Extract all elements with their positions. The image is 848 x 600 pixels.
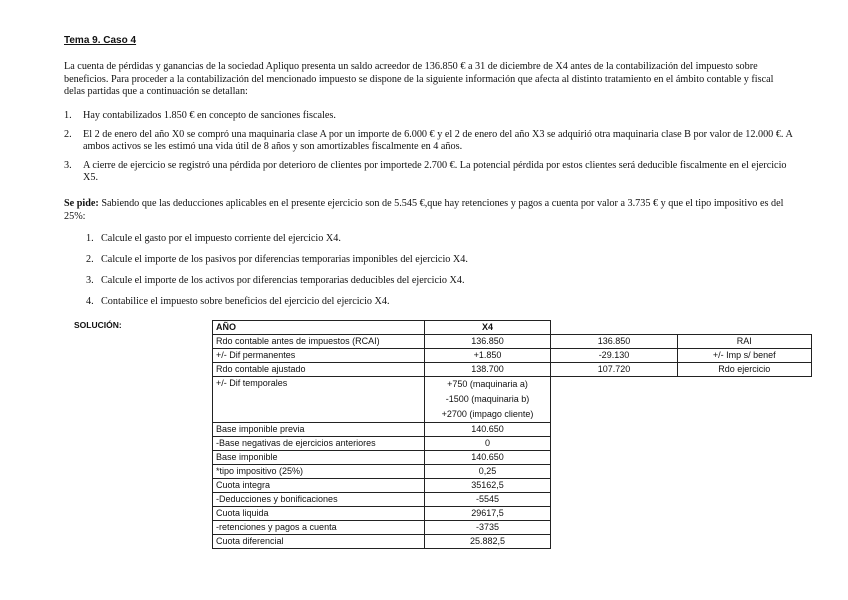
table-cell: Cuota integra [213,479,425,493]
table-cell: 140.650 [424,423,551,437]
se-pide-label: Se pide: [64,198,99,209]
table-row [213,465,812,479]
dif-line: -1500 (maquinaria b) [445,394,530,404]
solution-table [212,320,812,549]
table-cell: Rdo contable ajustado [213,363,425,377]
list-item [64,160,794,185]
list-number: 2. [86,254,94,266]
table-cell: -29.130 [551,349,677,363]
solution-table-wrapper [212,320,812,551]
list-number: 2. [64,128,72,140]
table-header-row [213,321,812,335]
table-row [213,479,812,493]
list-item [86,233,786,246]
solucion-label: SOLUCIÓN: [74,320,122,330]
table-row [213,349,812,363]
list-item [86,254,786,267]
list-text: El 2 de enero del año X0 se compró una maquinaria clase A por un importe de 6.000 € y el 2 de enero del año X3 se adquirió otra maquinaria clase B por valor de 12.000 €. A ambos activos se les estimó una vida útil de 8 años y son amortizables fiscalmente en 4 años. [83,128,793,153]
facts-list [64,110,794,191]
table-cell: +/- Dif permanentes [213,349,425,363]
table-cell: Rdo contable antes de impuestos (RCAI) [213,335,425,349]
list-number: 4. [86,296,94,308]
table-row [213,507,812,521]
list-number: 1. [86,233,94,244]
list-number: 3. [86,275,94,287]
table-cell: -5545 [424,493,551,507]
table-cell: Cuota diferencial [213,535,425,549]
table-cell: +/- Imp s/ benef [677,349,811,363]
table-cell: 140.650 [424,451,551,465]
table-cell: *tipo impositivo (25%) [213,465,425,479]
dif-line: +2700 (impago cliente) [441,409,534,419]
table-cell: -Deducciones y bonificaciones [213,493,425,507]
list-text: Calcule el gasto por el impuesto corriente del ejercicio X4. [101,233,341,244]
list-text: Hay contabilizados 1.850 € en concepto de sanciones fiscales. [83,110,336,121]
list-item [86,275,786,288]
table-cell: Base imponible previa [213,423,425,437]
list-item [86,296,786,309]
table-cell: 107.720 [551,363,677,377]
tasks-list [86,233,786,317]
table-cell: -Base negativas de ejercicios anteriores [213,437,425,451]
table-cell: 0,25 [424,465,551,479]
table-cell: -3735 [424,521,551,535]
table-row [213,377,812,423]
table-row [213,363,812,377]
table-cell: +1.850 [424,349,551,363]
se-pide-text: Sabiendo que las deducciones aplicables en el presente ejercicio son de 5.545 €,que hay retenciones y pagos a cuenta por valor a 3.735 € y que el tipo impositivo es del 25%: [64,198,784,222]
list-text: Contabilice el impuesto sobre beneficios del ejercicio del ejercicio X4. [101,296,390,308]
table-cell: 29617,5 [424,507,551,521]
list-number: 3. [64,159,72,171]
table-cell: -retenciones y pagos a cuenta [213,521,425,535]
list-item [64,129,794,154]
table-cell: Base imponible [213,451,425,465]
table-row [213,451,812,465]
list-number: 1. [64,110,72,121]
table-row [213,335,812,349]
table-cell: Rdo ejercicio [677,363,811,377]
dif-line: +750 (maquinaria a) [447,379,528,389]
table-cell: 136.850 [424,335,551,349]
table-row [213,493,812,507]
intro-paragraph: La cuenta de pérdidas y ganancias de la sociedad Apliquo presenta un saldo acreedor de 136.850 € a 31 de diciembre de X4 antes de la contabilización del impuesto sobre beneficios. Para proceder a la contabilización del mencionado impuesto se dispone de la siguiente información que afecta al distinto tratamiento en el ámbito contable y fiscal delas partidas que a continuación se detallan: [64,61,774,98]
document-title: Tema 9. Caso 4 [64,35,137,46]
table-header-cell: AÑO [213,321,425,335]
table-cell: 0 [424,437,551,451]
table-row [213,437,812,451]
se-pide-paragraph [64,198,794,223]
table-cell: Cuota liquida [213,507,425,521]
table-header-cell: X4 [424,321,551,335]
table-row [213,423,812,437]
list-text: A cierre de ejercicio se registró una pérdida por deterioro de clientes por importede 2.700 €. La potencial pérdida por estos clientes será deducible fiscalmente en el ejercicio X5. [83,159,787,184]
list-item [64,110,794,123]
table-cell [424,377,551,423]
table-cell: RAI [677,335,811,349]
table-cell: +/- Dif temporales [213,377,425,423]
table-cell: 138.700 [424,363,551,377]
table-cell: 25.882,5 [424,535,551,549]
table-row [213,535,812,549]
table-cell: 136.850 [551,335,677,349]
table-cell: 35162,5 [424,479,551,493]
list-text: Calcule el importe de los pasivos por diferencias temporarias imponibles del ejercicio X4. [101,254,468,266]
table-row [213,521,812,535]
list-text: Calcule el importe de los activos por diferencias temporarias deducibles del ejercicio X4. [101,275,465,287]
